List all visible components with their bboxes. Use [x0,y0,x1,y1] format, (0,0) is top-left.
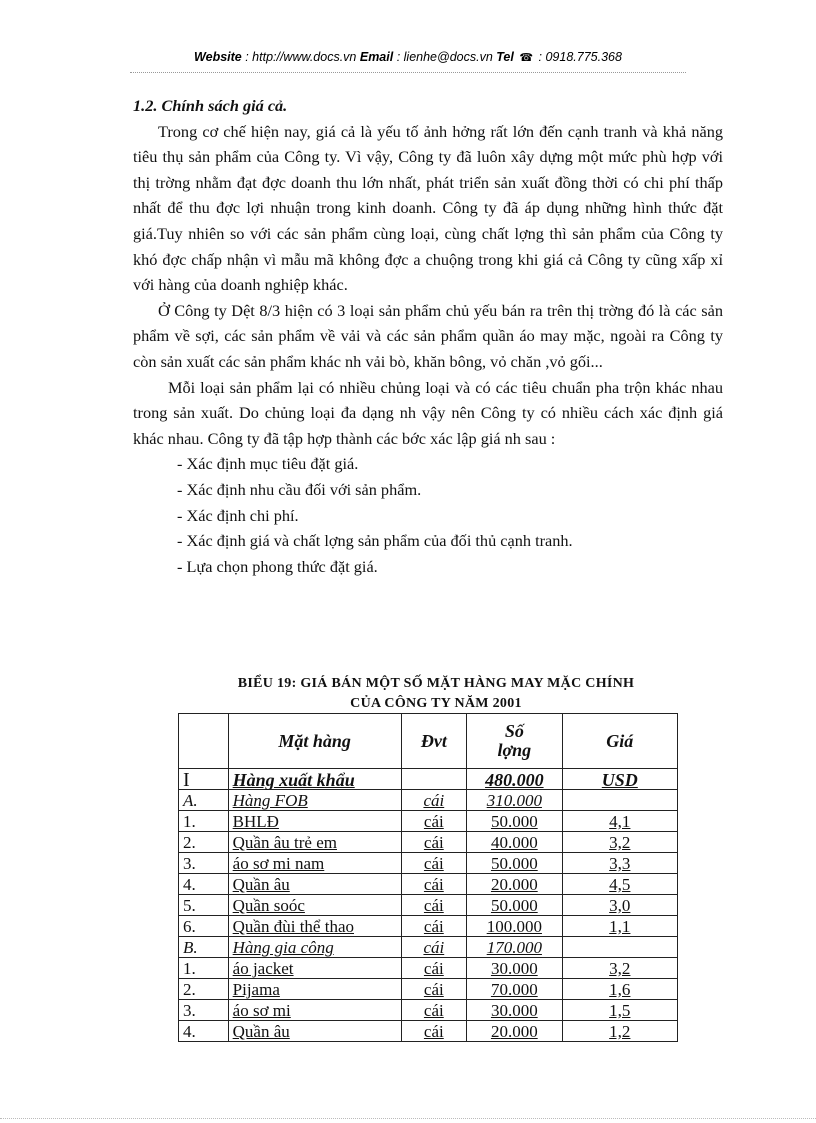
table-row [179,979,678,1000]
cell-qty: 480.000 [467,769,563,790]
table-title-line-2: CỦA CÔNG TY NĂM 2001 [350,696,522,711]
cell-no: 5. [179,895,229,916]
table-title [133,674,739,714]
table-row [179,811,678,832]
phone-icon: ☎ [519,52,534,64]
cell-no: 2. [179,979,229,1000]
cell-price: 3,2 [562,832,677,853]
cell-unit: cái [401,832,466,853]
cell-price: 4,5 [562,874,677,895]
cell-unit: cái [401,1021,466,1042]
cell-item: Quần âu trẻ em [228,832,401,853]
table-row [179,1021,678,1042]
cell-price: 1,5 [562,1000,677,1021]
cell-price: 3,0 [562,895,677,916]
cell-price: 3,3 [562,853,677,874]
cell-price [562,790,677,811]
cell-price [562,937,677,958]
cell-qty: 100.000 [467,916,563,937]
cell-no: 3. [179,1000,229,1021]
header-item: Mặt hàng [228,714,401,769]
header-qty [467,714,563,769]
cell-item: Hàng xuất khẩu [228,769,401,790]
header-no [179,714,229,769]
header-price: Giá [562,714,677,769]
footer-divider [0,1118,816,1119]
cell-unit: cái [401,937,466,958]
tel-value: : 0918.775.368 [535,50,622,64]
table-row [179,853,678,874]
header-unit: Đvt [401,714,466,769]
cell-price: 3,2 [562,958,677,979]
cell-no: 4. [179,1021,229,1042]
cell-qty: 30.000 [467,1000,563,1021]
cell-qty: 40.000 [467,832,563,853]
table-body [179,769,678,1042]
cell-qty: 20.000 [467,874,563,895]
cell-item: Quần âu [228,1021,401,1042]
list-item: - Xác định giá và chất lợng sản phẩm của đối thủ cạnh tranh. [177,531,573,551]
cell-unit: cái [401,1000,466,1021]
list-item: - Lựa chọn phong thức đặt giá. [177,556,378,576]
list-item: - Xác định mục tiêu đặt giá. [177,454,359,474]
cell-qty: 70.000 [467,979,563,1000]
cell-no: 1. [179,958,229,979]
cell-price: 4,1 [562,811,677,832]
paragraph-1: Trong cơ chế hiện nay, giá cả là yếu tố ảnh hởng rất lớn đến cạnh tranh và khả năng tiêu thụ sản phẩm của Công ty. Vì vậy, Công ty đã luôn xây dựng một mức phù hợp với thị trờng nhằm đạt đợc doanh thu lớn nhất, phát triển sản xuất đồng thời có chi phí thấp nhất để thu đợc lợi nhuận trong kinh doanh. Công ty đã áp dụng những hình thức đặt giá.Tuy nhiên so với các sản phẩm cùng loại, cùng chất lợng thì sản phẩm của Công ty khó đợc chấp nhận vì mẫu mã không đợc a chuộng trong khi giá cả Công ty cũng xấp xỉ với hàng của doanh nghiệp khác. [133,121,723,295]
cell-item: áo jacket [228,958,401,979]
cell-price: 1,1 [562,916,677,937]
header-qty-line-1: Số [504,721,524,741]
cell-price: 1,6 [562,979,677,1000]
table-row [179,769,678,790]
price-table [178,713,678,1042]
cell-unit: cái [401,958,466,979]
cell-no: A. [179,790,229,811]
paragraph-2: Ở Công ty Dệt 8/3 hiện có 3 loại sản phẩm chủ yếu bán ra trên thị trờng đó là các sản phẩm về sợi, các sản phẩm về vải và các sản phẩm quần áo may mặc, ngoài ra Công ty còn sản xuất các sản phẩm khác nh vải bò, khăn bông, vỏ chăn ,vỏ gối... [133,300,723,371]
cell-qty: 50.000 [467,811,563,832]
cell-qty: 20.000 [467,1021,563,1042]
cell-item: Quần soóc [228,895,401,916]
steps-list [133,451,723,579]
cell-price: USD [562,769,677,790]
table-row [179,874,678,895]
cell-unit: cái [401,874,466,895]
table-row [179,1000,678,1021]
cell-unit: cái [401,979,466,1000]
cell-no: 2. [179,832,229,853]
cell-unit: cái [401,790,466,811]
paragraph-3: Mỗi loại sản phẩm lại có nhiều chủng loại và có các tiêu chuẩn pha trộn khác nhau trong sản xuất. Do chủng loại đa dạng nh vậy nên Công ty có nhiều cách xác định giá khác nhau. Công ty đã tập hợp thành các bớc xác lập giá nh sau : [133,377,723,448]
cell-qty: 170.000 [467,937,563,958]
list-item: - Xác định chi phí. [177,505,299,525]
table-title-line-1: BIỂU 19: GIÁ BÁN MỘT SỐ MẶT HÀNG MAY MẶC CHÍNH [237,676,635,691]
cell-item: Quần đùi thể thao [228,916,401,937]
cell-no: 6. [179,916,229,937]
email-label: Email [359,50,394,64]
list-item: - Xác định nhu cầu đối với sản phẩm. [177,479,422,499]
table-row [179,895,678,916]
document-body [133,93,723,579]
table-row [179,916,678,937]
section-title: 1.2. Chính sách giá cả. [133,96,288,115]
cell-item: Quần âu [228,874,401,895]
table-row [179,937,678,958]
table-row [179,832,678,853]
tel-label: Tel [496,50,514,64]
cell-unit [401,769,466,790]
cell-item: Hàng FOB [228,790,401,811]
cell-no: B. [179,937,229,958]
email-value[interactable]: : lienhe@docs.vn [393,50,497,64]
cell-unit: cái [401,895,466,916]
cell-unit: cái [401,811,466,832]
cell-no: 1. [179,811,229,832]
website-label: Website [194,50,242,64]
page-header [0,50,816,64]
header-qty-line-2: lợng [497,740,532,760]
website-value[interactable]: : http://www.docs.vn [241,50,360,64]
cell-item: áo sơ mi [228,1000,401,1021]
cell-qty: 50.000 [467,853,563,874]
cell-unit: cái [401,916,466,937]
cell-no: I [179,769,229,790]
cell-item: Pijama [228,979,401,1000]
cell-unit: cái [401,853,466,874]
cell-item: Hàng gia công [228,937,401,958]
header-divider [130,72,686,73]
cell-qty: 30.000 [467,958,563,979]
cell-qty: 310.000 [467,790,563,811]
table-row [179,958,678,979]
cell-item: BHLĐ [228,811,401,832]
cell-no: 3. [179,853,229,874]
table-row [179,790,678,811]
cell-qty: 50.000 [467,895,563,916]
cell-no: 4. [179,874,229,895]
cell-price: 1,2 [562,1021,677,1042]
table-header-row [179,714,678,769]
cell-item: áo sơ mi nam [228,853,401,874]
